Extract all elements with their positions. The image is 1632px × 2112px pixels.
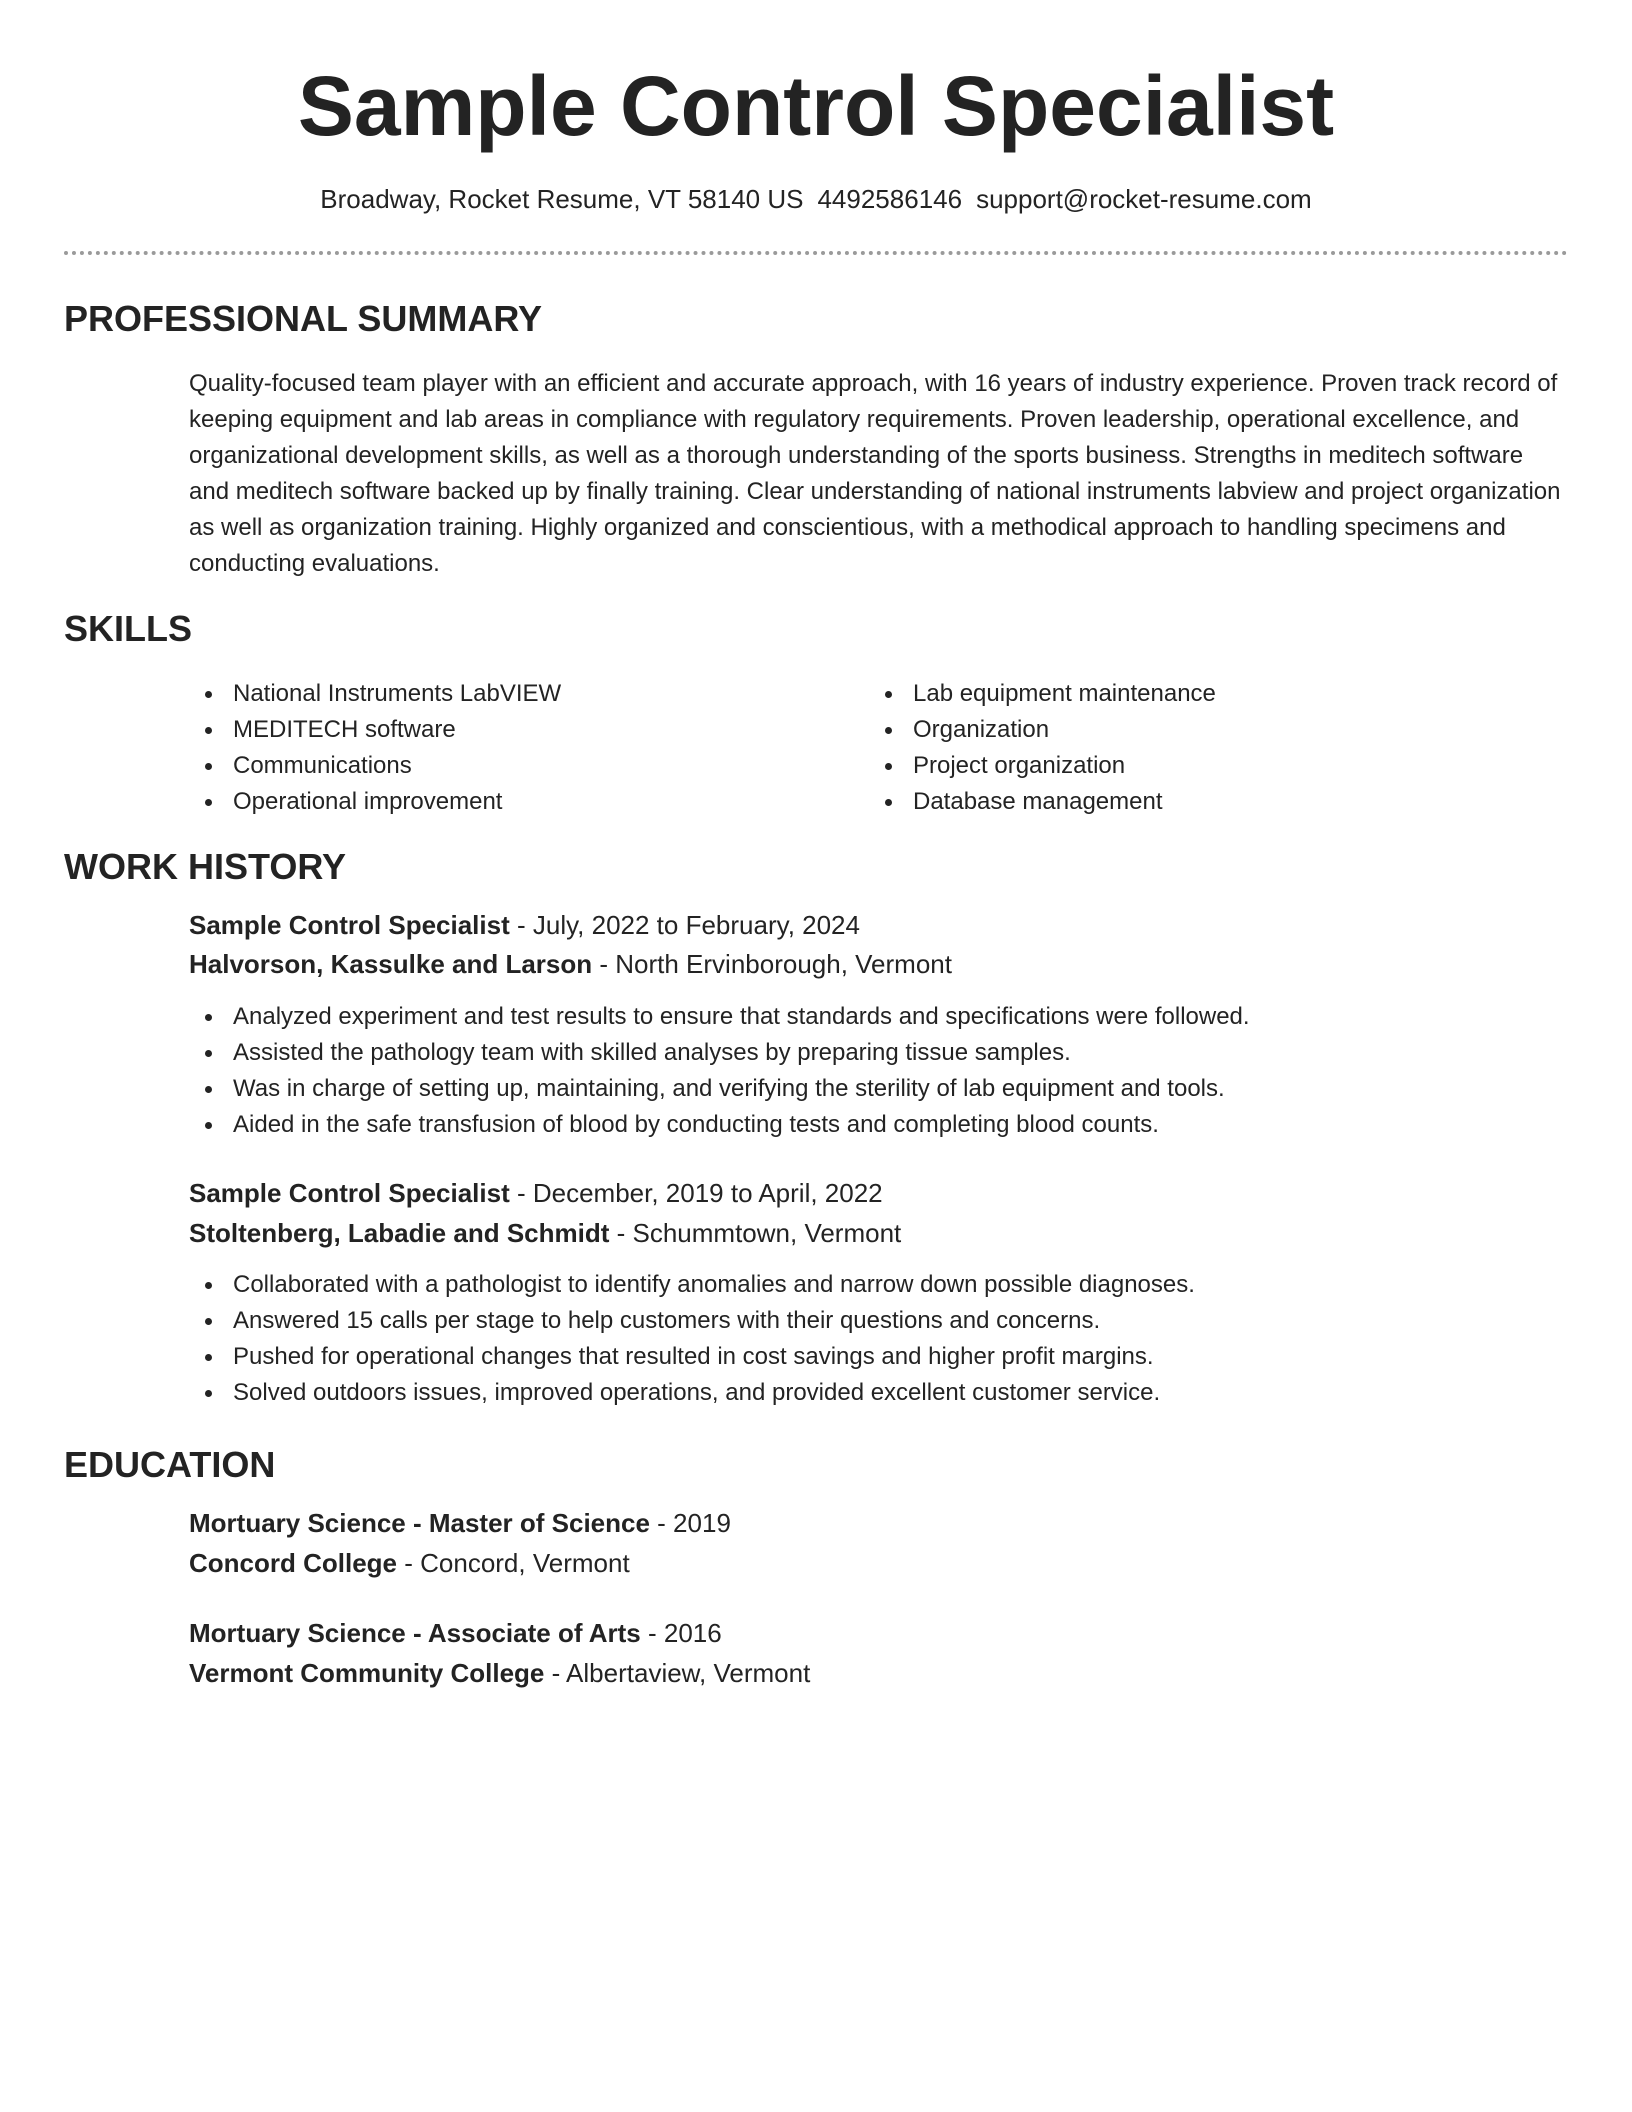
job-title-line	[189, 907, 860, 943]
skill-item: Database management	[869, 784, 1549, 820]
contact-phone: 4492586146	[817, 184, 963, 214]
contact-email[interactable]: support@rocket-resume.com	[976, 184, 1312, 214]
job-role: Sample Control Specialist	[189, 1178, 510, 1208]
education-year: - 2019	[649, 1508, 731, 1538]
candidate-name: Sample Control Specialist	[297, 59, 1335, 153]
education-school: Concord College	[189, 1548, 398, 1578]
job-title-line	[189, 1175, 883, 1211]
job-company: Stoltenberg, Labadie and Schmidt	[189, 1218, 610, 1248]
skills-column-right	[869, 676, 1549, 820]
education-school-line	[189, 1655, 810, 1691]
job-bullet: Was in charge of setting up, maintaining, and verifying the sterility of lab equipment and tools.	[189, 1071, 1569, 1107]
section-title-summary: PROFESSIONAL SUMMARY	[64, 298, 543, 339]
skill-item: Lab equipment maintenance	[869, 676, 1549, 712]
job-company: Halvorson, Kassulke and Larson	[189, 949, 593, 979]
job-bullet: Pushed for operational changes that resulted in cost savings and higher profit margins.	[189, 1339, 1569, 1375]
skill-item: Communications	[189, 748, 869, 784]
job-bullet: Collaborated with a pathologist to identify anomalies and narrow down possible diagnoses.	[189, 1267, 1569, 1303]
education-degree-line	[189, 1615, 722, 1651]
contact-line	[0, 182, 1632, 216]
job-bullet: Analyzed experiment and test results to ensure that standards and specifications were followed.	[189, 999, 1569, 1035]
skill-item: National Instruments LabVIEW	[189, 676, 869, 712]
header-divider	[64, 251, 1568, 255]
education-school-line	[189, 1545, 630, 1581]
education-year: - 2016	[640, 1618, 722, 1648]
job-location: - Schummtown, Vermont	[609, 1218, 902, 1248]
education-school: Vermont Community College	[189, 1658, 545, 1688]
education-degree: Mortuary Science - Associate of Arts	[189, 1618, 641, 1648]
job-bullet: Assisted the pathology team with skilled analyses by preparing tissue samples.	[189, 1035, 1569, 1071]
education-degree-line	[189, 1505, 731, 1541]
job-location: - North Ervinborough, Vermont	[592, 949, 952, 979]
job-bullets	[189, 1267, 1569, 1411]
skill-item: MEDITECH software	[189, 712, 869, 748]
summary-text: Quality-focused team player with an efficient and accurate approach, with 16 years of industry experience. Proven track record of keeping equipment and lab areas in compliance with regulatory requirements. Proven leadership, operational excellence, and organizational development skills, as well as a thorough understanding of the sports business. Strengths in meditech software and meditech software backed up by finally training. Clear understanding of national instruments labview and project organization as well as organization training. Highly organized and conscientious, with a methodical approach to handling specimens and conducting evaluations.	[189, 370, 1561, 577]
job-role: Sample Control Specialist	[189, 910, 510, 940]
job-dates: - July, 2022 to February, 2024	[509, 910, 860, 940]
education-degree: Mortuary Science - Master of Science	[189, 1508, 650, 1538]
job-dates: - December, 2019 to April, 2022	[509, 1178, 883, 1208]
section-title-work: WORK HISTORY	[64, 846, 347, 887]
skill-item: Operational improvement	[189, 784, 869, 820]
skills-list	[189, 676, 1569, 820]
contact-address: Broadway, Rocket Resume, VT 58140 US	[320, 184, 804, 214]
job-bullet: Solved outdoors issues, improved operations, and provided excellent customer service.	[189, 1375, 1569, 1411]
skill-item: Organization	[869, 712, 1549, 748]
job-company-line	[189, 946, 952, 982]
skills-column-left	[189, 676, 869, 820]
job-bullets	[189, 999, 1569, 1143]
job-bullet: Aided in the safe transfusion of blood by conducting tests and completing blood counts.	[189, 1107, 1569, 1143]
section-title-education: EDUCATION	[64, 1444, 276, 1485]
job-company-line	[189, 1215, 901, 1251]
skill-item: Project organization	[869, 748, 1549, 784]
section-title-skills: SKILLS	[64, 608, 193, 649]
job-bullet: Answered 15 calls per stage to help customers with their questions and concerns.	[189, 1303, 1569, 1339]
education-location: - Concord, Vermont	[397, 1548, 630, 1578]
education-location: - Albertaview, Vermont	[544, 1658, 811, 1688]
